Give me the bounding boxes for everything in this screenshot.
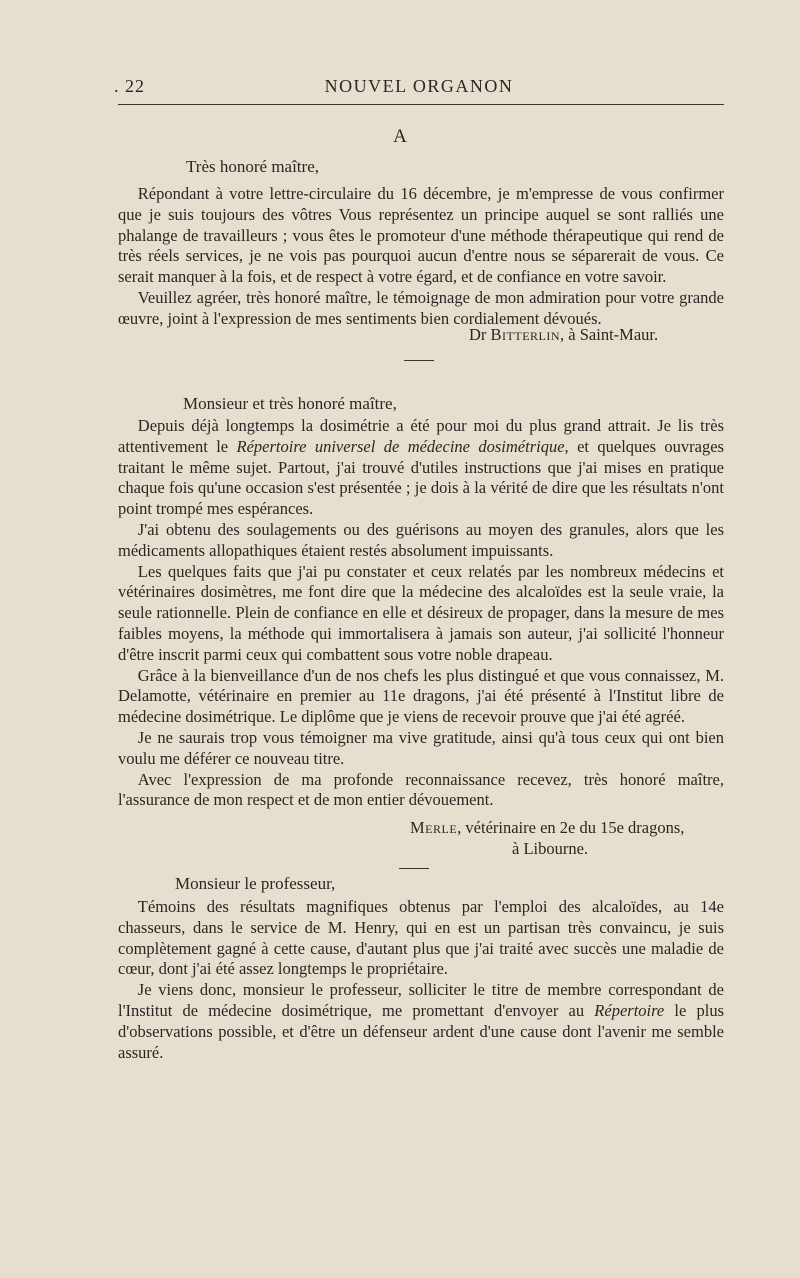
separator-1 (404, 360, 434, 361)
signature-name: Merle (410, 818, 458, 837)
letter2-signature-place: à Libourne. (512, 839, 589, 858)
letter3-paragraph-2 (118, 980, 724, 1063)
page-header (114, 76, 724, 102)
running-title: NOUVEL ORGANON (324, 76, 514, 96)
text-run: le plus d'observations possible, et d'être un défenseur ardent d'une cause dont l'avenir me semble assuré. (118, 1000, 724, 1062)
letter2-signature (410, 818, 684, 838)
letter2-salutation: Monsieur et très honoré maître, (183, 394, 397, 413)
letter3-body (118, 897, 724, 1063)
letter2-paragraph-1 (118, 416, 724, 520)
letter1-paragraph-2: Veuillez agréer, très honoré maître, le témoignage de mon admiration pour votre grande œuvre, joint à l'expression de mes sentiments bien cordialement dévoués. (118, 287, 724, 328)
letter3-paragraph-1: Témoins des résultats magnifiques obtenus par l'emploi des alcaloïdes, au 14e chasseurs, dans le service de M. Henry, qui en est un partisan très convaincu, je suis complètement gagné à cette cause, d'autant plus que j'ai traité avec succès une maladie de cœur, dont j'ai été assez longtemps le propriétaire. (118, 897, 724, 979)
letter-heading: A (393, 126, 407, 147)
letter1-salutation: Très honoré maître, (186, 157, 319, 176)
letter1-body (118, 184, 724, 330)
letter2-paragraph-2: J'ai obtenu des soulagements ou des guérisons au moyen des granules, alors que les médicaments allopathiques étaient restés absolument impuissants. (118, 519, 724, 560)
text-run: , et quelques ouvrages traitant le même sujet. Partout, j'ai trouvé d'utiles instructions que j'ai mises en pratique chaque fois qu'une occasion s'est présentée ; je dois à la vérité de dire que les résultats n'ont point trompé mes espérances. (118, 436, 724, 519)
text-run: Je viens donc, monsieur le professeur, solliciter le titre de membre correspondant de l'Institut de médecine dosimétrique, me promettant d'envoyer au (118, 980, 724, 1020)
letter2-paragraph-4: Grâce à la bienveillance d'un de nos chefs les plus distingué et que vous connaissez, M. Delamotte, vétérinaire en premier au 11e dragons, j'ai été présenté à l'Institut libre de médecine dosimétrique. Le diplôme que je viens de recevoir prouve que j'ai été agréé. (118, 665, 724, 727)
letter2-body (118, 416, 724, 811)
signature-name: Bitterlin (490, 325, 561, 344)
letter2-paragraph-6: Avec l'expression de ma profonde reconnaissance recevez, très honoré maître, l'assurance de mon respect et de mon entier dévouement. (118, 769, 724, 810)
signature-place: , à Saint-Maur. (560, 325, 659, 344)
journal-title: Répertoire (594, 1000, 665, 1020)
letter1-signature (469, 325, 658, 345)
separator-2 (399, 868, 429, 869)
text-run: Depuis déjà longtemps la dosimétrie a été pour moi du plus grand attrait. Je lis très attentivement le (118, 416, 724, 456)
signature-rank: , vétérinaire en 2e du 15e dragons, (457, 818, 685, 837)
signature-title: Dr (469, 325, 487, 344)
page-number: . 22 (114, 76, 145, 96)
header-rule (118, 104, 724, 105)
journal-title: Répertoire universel de médecine dosimétrique (236, 436, 565, 456)
letter2-paragraph-5: Je ne saurais trop vous témoigner ma vive gratitude, ainsi qu'à tous ceux qui ont bien voulu me déférer ce nouveau titre. (118, 727, 724, 768)
letter2-paragraph-3: Les quelques faits que j'ai pu constater et ceux relatés par les nombreux médecins et vétérinaires dosimètres, me font dire que la médecine des alcaloïdes est la seule vraie, la seule rationnelle. Plein de confiance en elle et désireux de propager, dans la mesure de mes faibles moyens, la méthode qui immortalisera à jamais son auteur, j'ai sollicité l'honneur d'être inscrit parmi ceux qui combattent sous votre noble drapeau. (118, 561, 724, 664)
letter3-salutation: Monsieur le professeur, (175, 874, 336, 893)
letter1-paragraph-1: Répondant à votre lettre-circulaire du 16 décembre, je m'empresse de vous confirmer que je suis toujours des vôtres Vous représentez un principe auquel se sont ralliés une phalange de travailleurs ; vous êtes le promoteur d'une méthode thérapeutique qui rend de très réels services, je ne vois pas pourquoi aucun d'entre nous se séparerait de vous. Ce serait manquer à la fois, et de respect à votre égard, et de confiance en votre savoir. (118, 184, 724, 287)
